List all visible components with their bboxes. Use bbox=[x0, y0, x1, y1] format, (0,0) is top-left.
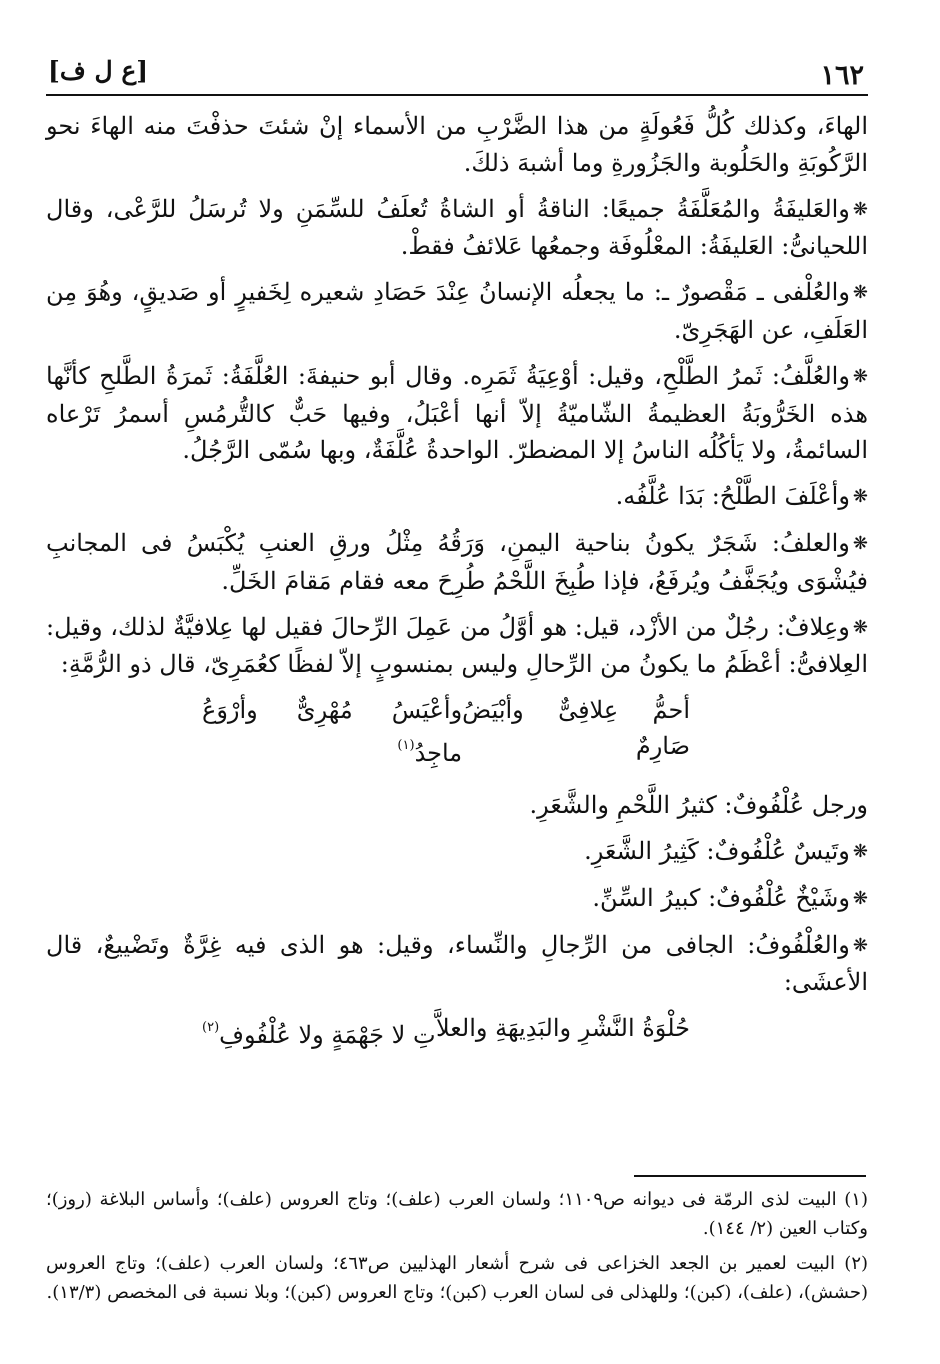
paragraph bbox=[46, 358, 868, 469]
paragraph-text: وعِلافٌ: رجُلٌ من الأزْد، قيل: هو أوَّلُ من عَمِلَ الرِّحالَ فقيل لها عِلافيَّةٌ لذلك، وقيل: العِلافىُّ: أعْظَمُ ما يكونُ من الرِّحالِ وليس بمنسوبٍ إلاّ لفظًا كعُمَرِىّ، قال ذو الرُّمَّةِ: bbox=[46, 612, 868, 679]
paragraph bbox=[46, 525, 868, 600]
paragraph-text: والعُلْفُوفُ: الجافى من الرِّجالِ والنِّساء، وقيل: هو الذى فيه غِرَّةٌ وتَضْييعٌ، قال الأعشَى: bbox=[46, 930, 868, 997]
footnotes bbox=[46, 1175, 868, 1313]
paragraph-text: والعَليفَةُ والمُعَلَّفَةُ جميعًا: الناقةُ أو الشاةُ تُعلَفُ للسِّمَنِ ولا تُرسَلُ للرَّعْى، وقال اللحيانىُّ: العَليفَةُ: المعْلُوفَة وجمعُها عَلائفُ فقطْ. bbox=[46, 194, 868, 261]
paragraph-text: وشَيْخٌ عُلْفُوفٌ: كبيرُ السِّنِّ. bbox=[592, 883, 850, 912]
verse-first-hemistich: حُلْوَةُ النَّشْرِ والبَدِيهَةِ والعلاَّ bbox=[435, 1014, 690, 1043]
entry-mark-icon: ❋ bbox=[852, 486, 868, 508]
entry-mark-icon: ❋ bbox=[852, 365, 868, 387]
paragraph: ورجل عُلْفُوفٌ: كثيرُ اللَّحْمِ والشَّعَرِ. bbox=[529, 791, 868, 820]
page-number: ١٦٢ bbox=[820, 60, 864, 91]
paragraph-text: وأعْلَفَ الطَّلْحُ: بَدَا عُلَّفُه. bbox=[615, 482, 850, 511]
paragraph bbox=[46, 274, 868, 349]
paragraph bbox=[46, 191, 868, 266]
entry-mark-icon: ❋ bbox=[852, 198, 868, 220]
paragraph bbox=[46, 833, 868, 871]
footnote: (١) البيت لذى الرمّة فى ديوانه ص١١٠٩؛ ولسان العرب (علف)؛ وتاج العروس (علف)؛ وأساس البلاغة (روز)؛ وكتاب العين (٢/ ١٤٤). bbox=[46, 1189, 868, 1239]
entry-mark-icon: ❋ bbox=[852, 532, 868, 554]
footnote-ref: (١) bbox=[397, 738, 415, 754]
entry-mark-icon: ❋ bbox=[852, 840, 868, 862]
entry-mark-icon: ❋ bbox=[852, 934, 868, 956]
verse-text: وأعْيَسُ مُهْرِىٌّ وأرْوَعُ ماجِدُ bbox=[202, 696, 463, 768]
verse-second-hemistich bbox=[202, 692, 462, 771]
entry-mark-icon: ❋ bbox=[852, 282, 868, 304]
paragraph bbox=[46, 609, 868, 684]
header-rule bbox=[46, 94, 868, 96]
root-marker: [ع ل ف] bbox=[48, 56, 149, 85]
paragraph-text: والعُلَّفُ: ثَمرُ الطَّلْحِ، وقيل: أوْعِيَةُ ثَمَرِه. وقال أبو حنيفةَ: العُلَّفَةُ: ثَمرَةُ الطَّلحِ كأنَّها هذه الخَرُّوبَةُ العظيمةُ الشّاميّةُ إلاّ أنها أعْبَلُ، وفيها حَبٌّ كالتُّرمُسِ أسمرُ تَرْعاه السائمةُ، ولا يَأكُلُه الناسُ إلا المضطرّ. الواحدةُ عُلَّفَةٌ، وبها سُمّى الرَّجُلُ. bbox=[46, 361, 868, 465]
verse-text: تِ لا جَهْمَةٍ ولا عُلْفُوفِ bbox=[219, 1021, 436, 1050]
verse-second-hemistich bbox=[202, 1010, 436, 1053]
paragraph-text: والعُلْفى ـ مَقْصورٌ ـ: ما يجعلُه الإنسانُ عِنْدَ حَصَادِ شعيره لِخَفيرٍ أو صَديقٍ، وهُوَ مِن العَلَفِ، عن الهَجَرِىّ. bbox=[46, 278, 868, 344]
paragraph: الهاءَ، وكذلك كُلُّ فَعُولَةٍ من هذا الضَّرْبِ من الأسماء إنْ شئتَ حذفْتَ منه الهاءَ نحو الرَّكُوبَةِ والحَلُوبة والجَزُورةِ وما أشبهَ ذلكَ. bbox=[46, 112, 868, 177]
verse-line bbox=[46, 692, 868, 771]
paragraph bbox=[46, 880, 868, 918]
paragraph bbox=[46, 478, 868, 516]
verse-line bbox=[46, 1010, 868, 1053]
footnote-ref: (٢) bbox=[202, 1020, 220, 1036]
paragraph bbox=[46, 927, 868, 1002]
entry-body bbox=[46, 108, 868, 1053]
verse-first-hemistich: أحمُّ عِلافِىٌّ وأبْيَضُ صَارِمٌ bbox=[462, 696, 690, 761]
entry-mark-icon: ❋ bbox=[852, 887, 868, 909]
footnote: (٢) البيت لعمير بن الجعد الخزاعى فى شرح أشعار الهذليين ص٤٦٣؛ ولسان العرب (علف)؛ وتاج العروس (حشش)، (علف)، (كبن)؛ وللهذلى فى لسان العرب (كبن)؛ وتاج العروس (كبن)؛ وبلا نسبة فى المخصص (١٣/٣). bbox=[46, 1253, 869, 1303]
footnote-rule bbox=[634, 1175, 866, 1177]
page-header bbox=[46, 48, 868, 92]
paragraph-text: وتَيسٌ عُلْفُوفٌ: كَثِيرُ الشَّعَرِ. bbox=[584, 836, 850, 865]
paragraph-text: والعلفُ: شَجَرٌ يكونُ بناحية اليمنِ، وَرَقُهُ مِثْلُ ورقِ العنبِ يُكْبَسُ فى المجانبِ فيُشْوَى ويُجَفَّفُ ويُرفَعُ، فإذا طُبِخَ اللَّحْمُ طُرِحَ معه فقام مَقامَ الخَلِّ. bbox=[46, 528, 868, 595]
entry-mark-icon: ❋ bbox=[852, 616, 868, 638]
